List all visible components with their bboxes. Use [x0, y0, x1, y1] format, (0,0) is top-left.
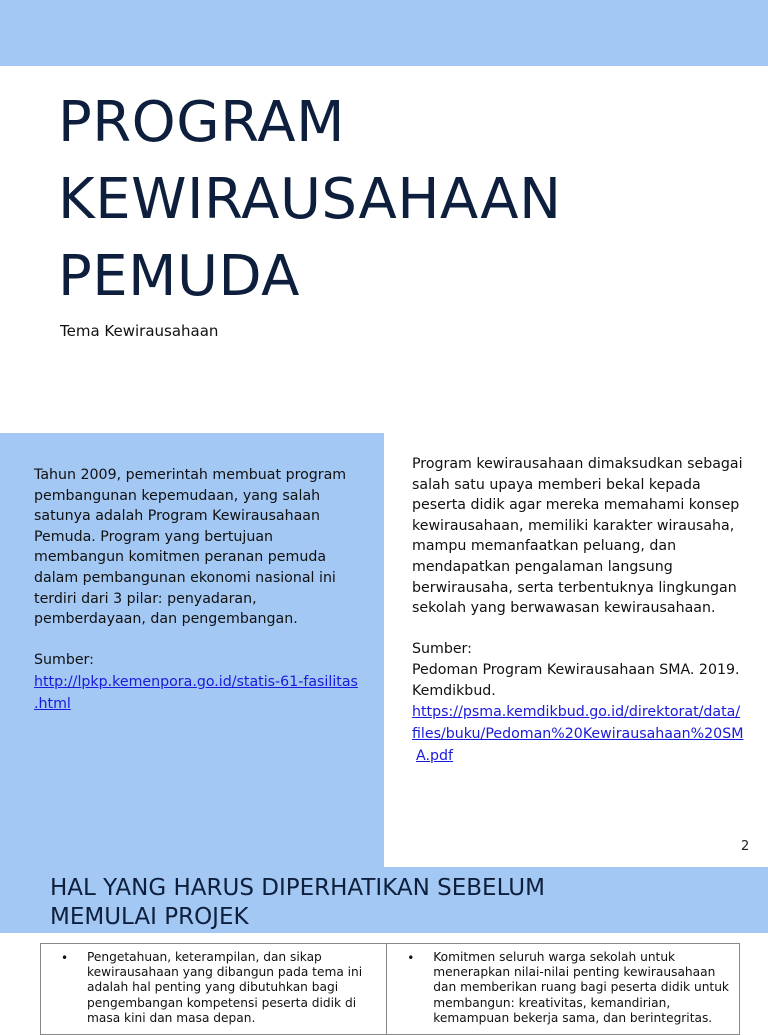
right-cell-text	[433, 950, 729, 1026]
right-source-label: Sumber:	[412, 641, 472, 658]
left-source-label: Sumber:	[34, 652, 94, 669]
notes-table	[40, 943, 740, 1035]
right-cell-line: menerapkan nilai-nilai penting kewirausahaan	[433, 965, 716, 980]
left-source-link-line-1[interactable]: http://lpkp.kemenpora.go.id/statis-61-fasilitas	[34, 673, 358, 690]
table-cell-right	[386, 944, 739, 1034]
right-source-link-line-4[interactable]: A.pdf	[416, 748, 453, 765]
right-cell-line: Komitmen seluruh warga sekolah untuk	[433, 950, 676, 964]
section-title-line-1: HAL YANG HARUS DIPERHATIKAN SEBELUM	[50, 875, 545, 901]
left-cell-line: masa kini dan masa depan.	[87, 1010, 256, 1025]
page-number: 2	[741, 839, 750, 854]
left-cell-line: kewirausahaan yang dibangun pada tema ini	[87, 965, 363, 980]
left-cell-line: Pengetahuan, keterampilan, dan sikap	[87, 950, 322, 964]
bullet-icon: •	[407, 951, 415, 965]
left-cell-line: pengembangan kompetensi peserta didik di	[87, 995, 357, 1010]
left-source-link-line-2[interactable]: .html	[34, 695, 71, 712]
right-text-block	[412, 454, 752, 767]
top-banner	[0, 0, 768, 66]
title-line-2: KEWIRAUSAHAAN	[58, 167, 562, 232]
right-cell-line: kemampuan bekerja sama, dan berintegritas.	[433, 1010, 713, 1025]
right-cell-line: membangun: kreativitas, kemandirian,	[433, 995, 671, 1010]
left-cell-text	[87, 950, 376, 1026]
subtitle: Tema Kewirausahaan	[60, 322, 219, 340]
left-paragraph: Tahun 2009, pemerintah membuat program pembangunan kepemudaan, yang salah satunya adalah Program Kewirausahaan Pemuda. Program yang bertujuan membangun komitmen peranan pemuda dalam pembangunan ekonomi nasional ini terdiri dari 3 pilar: penyadaran, pemberdayaan, dan pengembangan.	[34, 467, 347, 628]
section-title-line-2: MEMULAI PROJEK	[50, 904, 249, 930]
right-source-link-line-2[interactable]: files/buku/Pedoman%20Kewirausahaan%20SM	[412, 726, 744, 743]
left-text-block	[34, 465, 364, 715]
title-line-1: PROGRAM	[58, 90, 345, 155]
bullet-icon: •	[61, 951, 69, 965]
table-cell-left	[41, 944, 386, 1034]
title-line-3: PEMUDA	[58, 244, 300, 309]
right-source-text: Pedoman Program Kewirausahaan SMA. 2019. Kemdikbud.	[412, 661, 740, 699]
section-title	[50, 874, 545, 932]
right-source-link-line-1[interactable]: https://psma.kemdikbud.go.id/direktorat/data/	[412, 704, 741, 721]
right-cell-line: dan memberikan ruang bagi peserta didik untuk	[433, 980, 729, 995]
right-paragraph: Program kewirausahaan dimaksudkan sebagai salah satu upaya memberi bekal kepada peserta didik agar mereka memahami konsep kewirausahaan, memiliki karakter wirausaha, mampu memanfaatkan peluang, dan mendapatkan pengalaman langsung berwirausaha, serta terbentuknya lingkungan sekolah yang berwawasan kewirausahaan.	[412, 456, 743, 617]
page-title	[58, 84, 562, 315]
left-cell-line: adalah hal penting yang dibutuhkan bagi	[87, 980, 339, 995]
